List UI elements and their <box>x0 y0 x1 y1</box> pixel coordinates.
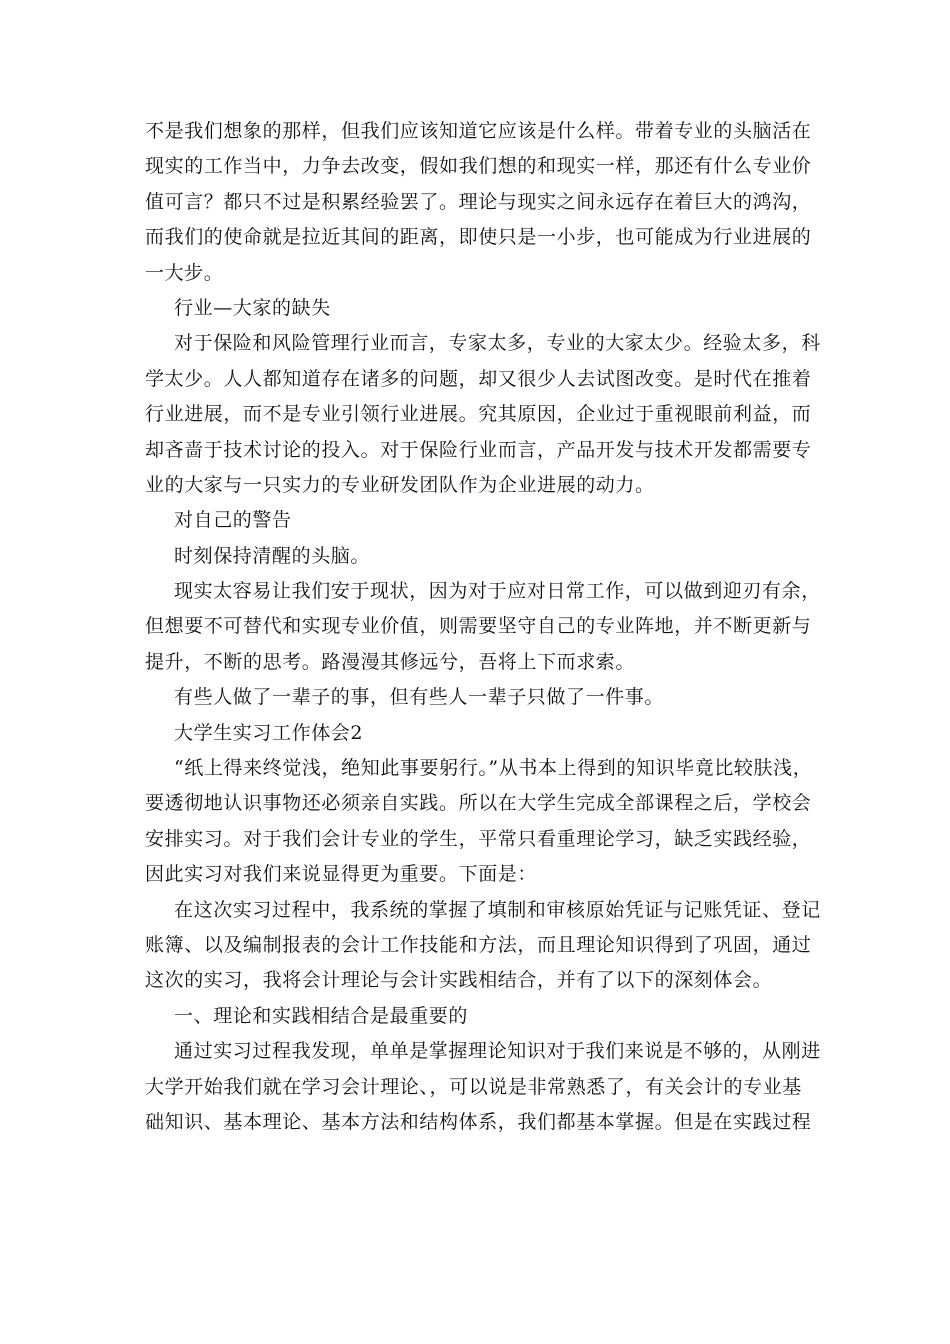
text-line: 现实太容易让我们安于现状，因为对于应对日常工作，可以做到迎刃有余， <box>174 580 821 603</box>
text-line: 大学开始我们就在学习会计理论、，可以说是非常熟悉了，有关会计的专业基 <box>145 1075 802 1098</box>
text-line: 但想要不可替代和实现专业价值，则需要坚守自己的专业阵地，并不断更新与 <box>145 615 812 638</box>
text-line: 业的大家与一只实力的专业研发团队作为企业进展的动力。 <box>145 473 655 496</box>
text-line: 而我们的使命就是拉近其间的距离，即使只是一小步，也可能成为行业进展的 <box>145 226 812 249</box>
text-line: 在这次实习过程中，我系统的掌握了填制和审核原始凭证与记账凭证、登记 <box>174 898 821 921</box>
text-line: 现实的工作当中，力争去改变，假如我们想的和现实一样，那还有什么专业价 <box>145 155 812 178</box>
text-line: 对自己的警告 <box>174 509 292 532</box>
text-line: 这次的实习，我将会计理论与会计实践相结合，并有了以下的深刻体会。 <box>145 969 773 992</box>
text-line: 不是我们想象的那样，但我们应该知道它应该是什么样。带着专业的头脑活在 <box>145 120 812 142</box>
text-line: 对于保险和风险管理行业而言，专家太多，专业的大家太少。经验太多，科 <box>174 332 821 355</box>
text-line: 时刻保持清醒的头脑。 <box>174 544 371 567</box>
text-line: 础知识、基本理论、基本方法和结构体系，我们都基本掌握。但是在实践过程 <box>145 1110 812 1133</box>
text-line: 通过实习过程我发现，单单是掌握理论知识对于我们来说是不够的，从刚进 <box>174 1040 821 1063</box>
text-line: 却吝啬于技术讨论的投入。对于保险行业而言，产品开发与技术开发都需要专 <box>145 438 812 461</box>
text-line: 行业—大家的缺失 <box>174 296 331 319</box>
text-line: 大学生实习工作体会2 <box>174 721 364 744</box>
text-line: 提升，不断的思考。路漫漫其修远兮，吾将上下而求索。 <box>145 650 636 673</box>
text-line: 一大步。 <box>145 261 224 284</box>
text-line: “纸上得来终觉浅，绝知此事要躬行。”从书本上得到的知识毕竟比较肤浅， <box>174 757 813 780</box>
text-line: 一、理论和实践相结合是最重要的 <box>174 1004 469 1027</box>
text-line: 安排实习。对于我们会计专业的学生，平常只看重理论学习，缺乏实践经验， <box>145 827 812 850</box>
text-line: 有些人做了一辈子的事，但有些人一辈子只做了一件事。 <box>174 686 665 709</box>
text-line: 要透彻地认识事物还必须亲自实践。所以在大学生完成全部课程之后，学校会 <box>145 792 812 815</box>
body-text <box>145 114 835 1140</box>
text-line: 值可言？都只不过是积累经验罢了。理论与现实之间永远存在着巨大的鸿沟， <box>145 190 812 213</box>
text-line: 行业进展，而不是专业引领行业进展。究其原因，企业过于重视眼前利益，而 <box>145 403 812 426</box>
text-line: 账簿、以及编制报表的会计工作技能和方法，而且理论知识得到了巩固，通过 <box>145 933 812 956</box>
text-line: 因此实习对我们来说显得更为重要。下面是： <box>145 863 538 886</box>
text-line: 学太少。人人都知道存在诸多的问题，却又很少人去试图改变。是时代在推着 <box>145 367 812 390</box>
